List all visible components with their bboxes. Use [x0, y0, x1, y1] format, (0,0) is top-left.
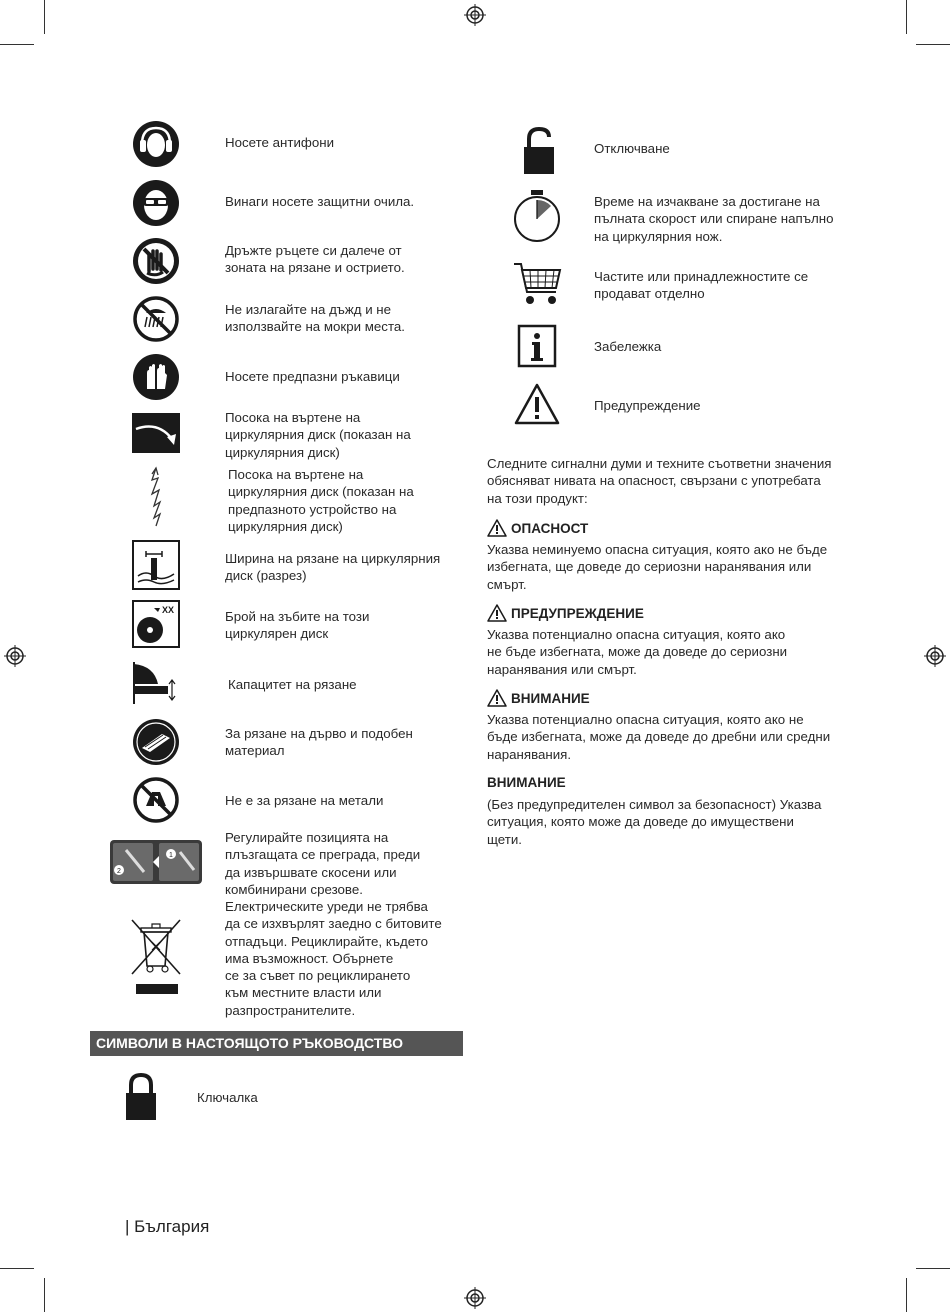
signal-title-caution: [487, 689, 590, 707]
registration-mark-icon: [924, 645, 946, 667]
rotation-direction-guard-icon: [146, 466, 166, 528]
info-icon: [517, 324, 557, 368]
symbol-label: Ключалка: [197, 1090, 258, 1105]
warning-triangle-icon: [487, 604, 507, 622]
crop-mark: [906, 1278, 907, 1312]
signal-title-warning: [487, 604, 644, 622]
warning-triangle-icon: [487, 519, 507, 537]
signal-title-text: ВНИМАНИЕ: [487, 775, 566, 790]
symbol-label: Не е за рязане на метали: [225, 793, 384, 808]
symbol-label: Забележка: [594, 339, 662, 354]
warning-triangle-icon: [487, 689, 507, 707]
cut-width-icon: [132, 540, 180, 590]
crop-mark: [916, 1268, 950, 1269]
wood-material-icon: [132, 718, 180, 766]
gloves-icon: [132, 353, 180, 401]
symbol-label: Електрическите уреди не трябва да се изхвърлят заедно с битовите отпадъци. Рециклирайте, където има възможност. Обърнете се за съвет по рециклирането към местните власти или разпространителите.: [225, 899, 442, 1018]
crop-mark: [44, 1278, 45, 1312]
registration-mark-icon: [464, 1287, 486, 1309]
crop-mark: [0, 1268, 34, 1269]
symbol-label: Регулирайте позицията на плъзгащата се преграда, преди да извършвате скосени или комбинирани срезове.: [225, 830, 421, 897]
symbol-label: Посока на въртене на циркулярния диск (показан на предпазното устройство на циркулярния диск): [228, 467, 414, 534]
rotation-direction-icon: [132, 413, 180, 453]
symbol-label: Не излагайте на дъжд и не използвайте на мокри места.: [225, 302, 405, 335]
crop-mark: [44, 0, 45, 34]
symbol-label: Носете антифони: [225, 135, 334, 150]
svg-text:XX: XX: [162, 605, 175, 615]
crop-mark: [0, 44, 34, 45]
registration-mark-icon: [4, 645, 26, 667]
symbol-label: Отключване: [594, 141, 670, 156]
section-heading: СИМВОЛИ В НАСТОЯЩОТО РЪКОВОДСТВО: [90, 1031, 463, 1056]
signal-title-text: ВНИМАНИЕ: [511, 690, 590, 706]
signal-intro: Следните сигнални думи и техните съответни значения обясняват нивата на опасност, свързани с употребата на този продукт:: [487, 456, 832, 506]
symbol-label: Брой на зъбите на този циркулярен диск: [225, 609, 370, 642]
keep-hands-away-icon: [132, 237, 180, 285]
symbol-label: Частите или принадлежностите се продават отделно: [594, 269, 809, 302]
shopping-cart-icon: [512, 260, 564, 308]
weee-bin-icon: [130, 918, 182, 996]
symbol-label: Носете предпазни ръкавици: [225, 369, 400, 384]
signal-title-danger: [487, 519, 588, 537]
symbol-label: Капацитет на рязане: [228, 677, 357, 692]
symbol-label: За рязане на дърво и подобен материал: [225, 726, 413, 759]
cut-capacity-icon: [132, 660, 182, 706]
signal-title-notice: [487, 775, 566, 790]
signal-text: Указва неминуемо опасна ситуация, която ако не бъде избегната, ще доведе до сериозни наранявания или смърт.: [487, 542, 828, 592]
warning-triangle-icon: [514, 383, 560, 425]
footer-language: | България: [125, 1217, 210, 1236]
symbol-label: Предупреждение: [594, 398, 701, 413]
no-metal-icon: [132, 776, 180, 824]
symbol-label: Винаги носете защитни очила.: [225, 194, 415, 209]
unlock-icon: [522, 127, 556, 175]
padlock-icon: [124, 1073, 158, 1121]
no-rain-icon: [132, 295, 180, 343]
signal-text: Указва потенциално опасна ситуация, която ако не бъде избегната, може да доведе до дребни или средни наранявания.: [487, 712, 831, 762]
registration-mark-icon: [464, 4, 486, 26]
crop-mark: [906, 0, 907, 34]
symbol-label: Време на изчакване за достигане на пълната скорост или спиране напълно на циркулярния нож.: [594, 194, 834, 244]
teeth-count-icon: [132, 600, 180, 648]
symbol-label: Ширина на рязане на циркулярния диск (разрез): [225, 551, 441, 584]
signal-text: Указва потенциално опасна ситуация, която ако не бъде избегната, може да доведе до сериозни наранявания или смърт.: [487, 627, 788, 677]
ear-protection-icon: [132, 120, 180, 168]
sliding-fence-icon: [110, 840, 202, 884]
signal-title-text: ОПАСНОСТ: [511, 520, 589, 536]
stopwatch-icon: [512, 188, 562, 244]
eye-protection-icon: [132, 179, 180, 227]
signal-text: (Без предупредителен символ за безопасност) Указва ситуация, която може да доведе до имуществени щети.: [487, 797, 822, 847]
symbol-label: Посока на въртене на циркулярния диск (показан на циркулярния диск): [225, 410, 411, 460]
crop-mark: [916, 44, 950, 45]
symbol-label: Дръжте ръцете си далече от зоната на рязане и острието.: [225, 243, 405, 276]
svg-text:1: 1: [169, 852, 173, 859]
svg-text:2: 2: [117, 868, 121, 875]
signal-title-text: ПРЕДУПРЕЖДЕНИЕ: [511, 605, 644, 621]
